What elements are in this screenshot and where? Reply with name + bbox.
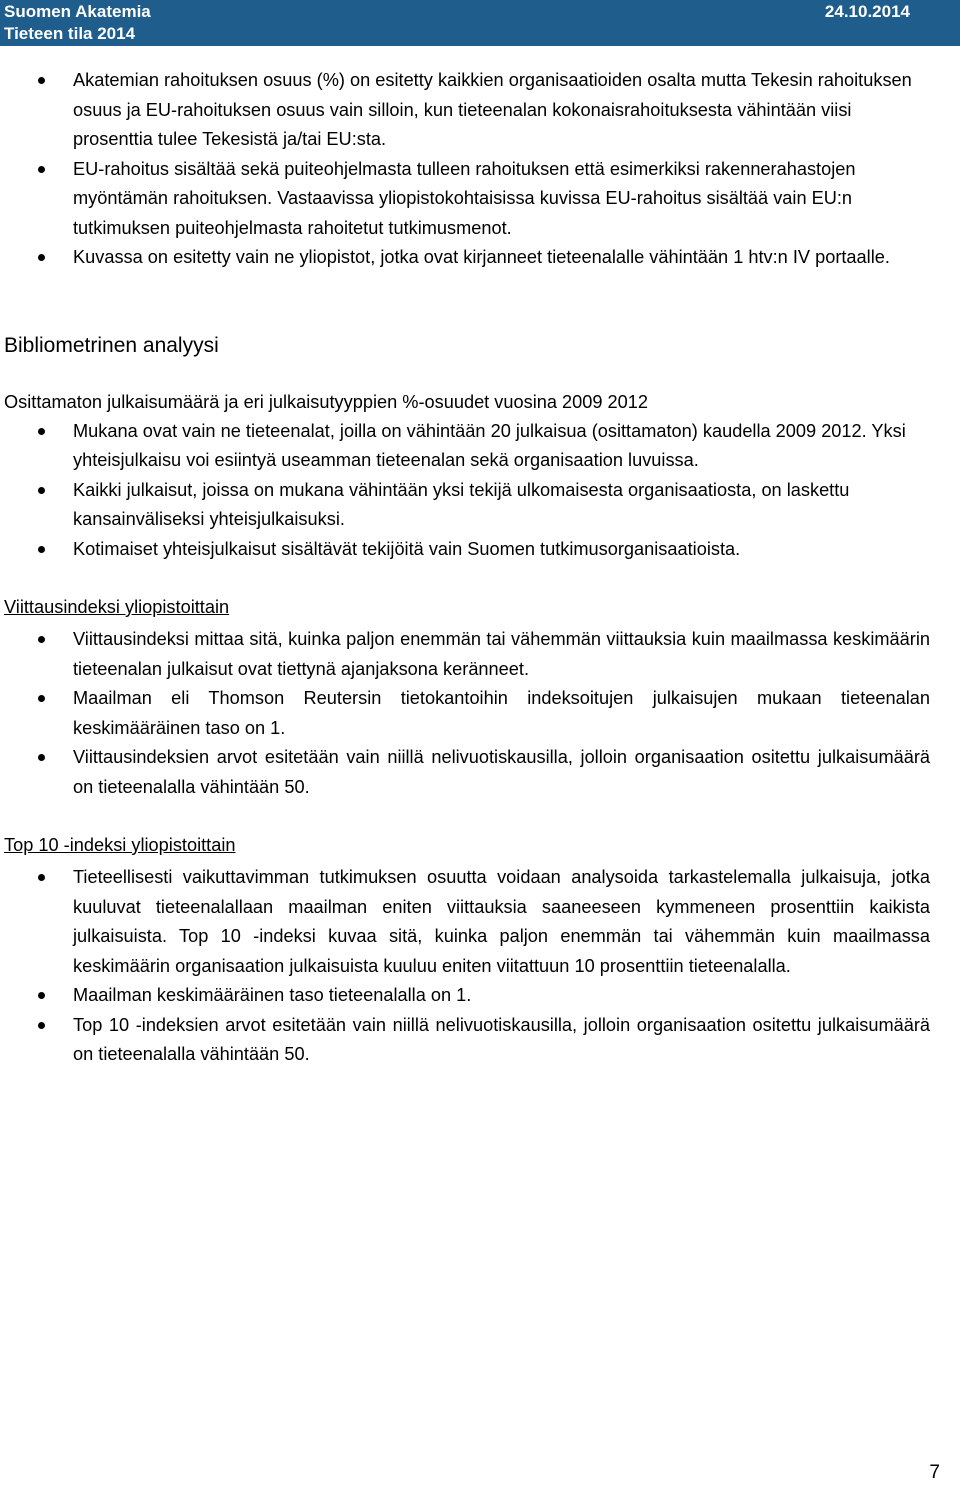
bullet-icon xyxy=(38,1022,45,1029)
section-title-citation-index: Viittausindeksi yliopistoittain xyxy=(4,597,230,617)
list-item-text: Maailman keskimääräinen taso tieteenalalla on 1. xyxy=(73,985,472,1005)
list-item-text: Tieteellisesti vaikuttavimman tutkimuksen osuutta voidaan analysoida tarkastelemalla julkaisuja, jotka kuuluvat tieteenalallaan maailman eniten viittauksia saaneeseen kymmeneen prosenttiin kaikista julkaisuista. Top 10 -indeksi kuvaa sitä, kuinka paljon enemmän tai vähemmän kuin maailmassa keskimäärin organisaation julkaisuista kuuluu eniten viitattuun 10 prosenttiin tieteenalalla. xyxy=(73,867,930,976)
list-item xyxy=(0,66,960,155)
list-item-text: Viittausindeksien arvot esitetään vain niillä nelivuotiskausilla, jolloin organisaation ositettu julkaisumäärä on tieteenalalla vähintään 50. xyxy=(73,747,930,797)
list-item-text: Akatemian rahoituksen osuus (%) on esitetty kaikkien organisaatioiden osalta mutta Tekesin rahoituksen osuus ja EU-rahoituksen osuus vain silloin, kun tieteenalan kokonaisrahoituksesta vähintään viisi prosenttia tulee Tekesistä ja/tai EU:sta. xyxy=(73,70,912,149)
list-item xyxy=(0,743,960,802)
list-item-text: Mukana ovat vain ne tieteenalat, joilla on vähintään 20 julkaisua (osittamaton) kaudella 2009 2012. Yksi yhteisjulkaisu voi esiintyä useamman tieteenalan sekä organisaation luvuissa. xyxy=(73,420,906,470)
list-item xyxy=(0,625,960,684)
list-item-text: Viittausindeksi mittaa sitä, kuinka paljon enemmän tai vähemmän viittauksia kuin maailmassa keskimäärin tieteenalan julkaisut ovat tiettynä ajanjaksona keränneet. xyxy=(73,629,930,679)
list-item xyxy=(0,981,960,1011)
list-item xyxy=(0,417,960,476)
list-item-text: Kotimaiset yhteisjulkaisut sisältävät tekijöitä vain Suomen tutkimusorganisaatioista. xyxy=(73,538,741,559)
bullet-icon xyxy=(38,487,45,494)
document-header xyxy=(0,0,960,46)
citation-bullet-list xyxy=(0,625,960,802)
bullet-icon xyxy=(38,695,45,702)
list-item xyxy=(0,243,960,273)
list-item xyxy=(0,1011,960,1070)
list-item xyxy=(0,863,960,981)
top10-bullet-list xyxy=(0,863,960,1070)
bullet-icon xyxy=(38,636,45,643)
list-item xyxy=(0,476,960,535)
bullet-icon xyxy=(38,992,45,999)
bullet-icon xyxy=(38,428,45,435)
section-title-bibliometric: Bibliometrinen analyysi xyxy=(4,333,219,357)
section-title-top10-index: Top 10 -indeksi yliopistoittain xyxy=(4,835,236,855)
bullet-icon xyxy=(38,166,45,173)
list-item xyxy=(0,684,960,743)
bullet-icon xyxy=(38,77,45,84)
organization-name: Suomen Akatemia xyxy=(4,2,151,21)
bullet-icon xyxy=(38,546,45,553)
page-content xyxy=(0,66,960,1070)
header-date: 24.10.2014 xyxy=(824,2,910,21)
bibliometric-bullet-list xyxy=(0,417,960,565)
bullet-icon xyxy=(38,874,45,881)
list-item-text: Kaikki julkaisut, joissa on mukana vähintään yksi tekijä ulkomaisesta organisaatiosta, on laskettu kansainväliseksi yhteisjulkaisuksi. xyxy=(73,479,850,529)
report-title: Tieteen tila 2014 xyxy=(4,24,136,43)
list-item-text: Maailman eli Thomson Reutersin tietokantoihin indeksoitujen julkaisujen mukaan tieteenalan keskimääräinen taso on 1. xyxy=(73,688,930,738)
list-item xyxy=(0,155,960,244)
section-subtitle-publications: Osittamaton julkaisumäärä ja eri julkaisutyyppien %-osuudet vuosina 2009 2012 xyxy=(4,391,649,412)
bullet-icon xyxy=(38,254,45,261)
list-item-text: Kuvassa on esitetty vain ne yliopistot, jotka ovat kirjanneet tieteenalalle vähintään 1 htv:n IV portaalle. xyxy=(73,247,890,267)
bullet-icon xyxy=(38,754,45,761)
list-item-text: Top 10 -indeksien arvot esitetään vain niillä nelivuotiskausilla, jolloin organisaation ositettu julkaisumäärä on tieteenalalla vähintään 50. xyxy=(73,1014,930,1064)
intro-bullet-list xyxy=(0,66,960,273)
page-number: 7 xyxy=(929,1462,940,1483)
list-item-text: EU-rahoitus sisältää sekä puiteohjelmasta tulleen rahoituksen että esimerkiksi rakennerahastojen myöntämän rahoituksen. Vastaavissa yliopistokohtaisissa kuvissa EU-rahoitus sisältää vain EU:n tutkimuksen puiteohjelmasta rahoitetut tutkimusmenot. xyxy=(73,158,856,238)
list-item xyxy=(0,535,960,565)
